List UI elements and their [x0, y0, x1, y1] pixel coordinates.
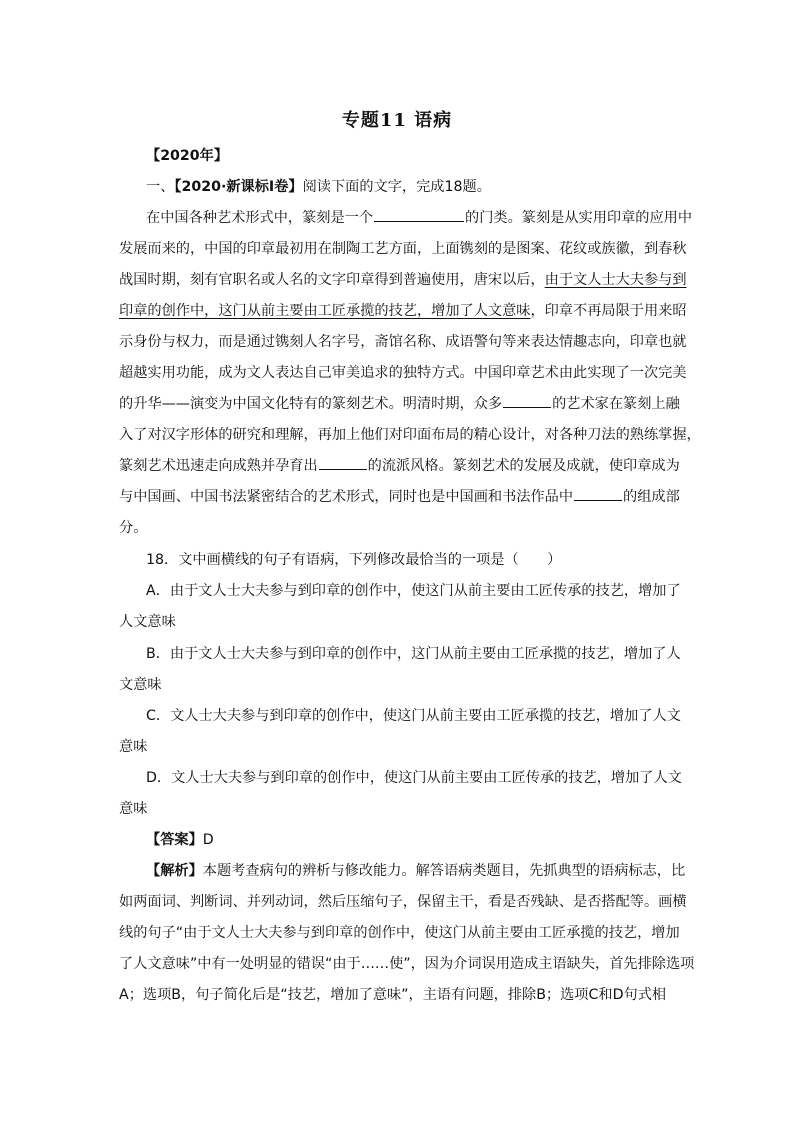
passage-line: [119, 486, 680, 508]
question-intro-text: 阅读下面的文字，完成18题。: [302, 179, 491, 195]
fill-blank-1: [374, 207, 464, 222]
underlined-sentence: 由于文人士大夫参与到: [544, 272, 687, 288]
analysis-label: 【解析】: [146, 863, 203, 879]
passage-line: 分。: [119, 520, 148, 536]
option-c-cont: 意味: [119, 739, 148, 755]
underlined-sentence: 印章的创作中，这门从前主要由工匠承揽的技艺，增加了人文意味: [119, 303, 531, 319]
passage-text: 战国时期，刻有官职名或人名的文字印章得到普遍使用，唐宋以后，: [119, 272, 545, 288]
option-d: D．文人士大夫参与到印章的创作中，使这门从前主要由工匠传承的技艺，增加了人文: [146, 770, 682, 786]
year-heading: 【2020年】: [146, 148, 229, 164]
analysis-text: 本题考查病句的辨析与修改能力。解答语病类题目，先抓典型的语病标志，比: [202, 863, 686, 879]
fill-blank-2: [503, 393, 551, 408]
passage-text: 的流派风格。篆刻艺术的发展及成就，使印章成为: [367, 458, 680, 474]
passage-line: 超越实用功能，成为文人表达自己审美追求的独特方式。中国印章艺术由此实现了一次完美: [119, 365, 687, 381]
passage-line: [119, 269, 687, 291]
passage-line: [119, 455, 680, 477]
passage-line: 发展而来的，中国的印章最初用在制陶工艺方面，上面镌刻的是图案、花纹或族徽，到春秋: [119, 241, 687, 257]
analysis-line: A；选项B，句子简化后是“技艺，增加了意味”，主语有问题，排除B；选项C和D句式相: [119, 987, 667, 1003]
page-title: 专题11 语病: [341, 110, 453, 131]
passage-text: 与中国画、中国书法紧密结合的艺术形式，同时也是中国画和书法作品中: [119, 489, 574, 505]
passage-text: ，印章不再局限于用来昭: [530, 303, 687, 319]
passage-line: 入了对汉字形体的研究和理解，再加上他们对印面布局的精心设计，对各种刀法的熟练掌握，: [119, 427, 701, 443]
option-b: B．由于文人士大夫参与到印章的创作中，这门从前主要由工匠承揽的技艺，增加了人: [146, 646, 681, 662]
analysis-line: 了人文意味”中有一处明显的错误“由于……使”，因为介词误用造成主语缺失，首先排除选项: [119, 956, 695, 972]
passage-text: 的升华——演变为中国文化特有的篆刻艺术。明清时期，众多: [119, 396, 503, 412]
passage-text: 篆刻艺术迅速走向成熟并孕育出: [119, 458, 318, 474]
question-prefix: 一、: [146, 179, 175, 195]
question-intro: [146, 176, 491, 198]
option-c: C．文人士大夫参与到印章的创作中，使这门从前主要由工匠承揽的技艺，增加了人文: [146, 708, 681, 724]
passage-text: 的艺术家在篆刻上融: [552, 396, 680, 412]
passage-line: [146, 207, 692, 229]
fill-blank-4: [574, 486, 622, 501]
answer: [146, 829, 214, 851]
option-d-cont: 意味: [119, 801, 148, 817]
passage-text: 的门类。篆刻是从实用印章的应用中: [465, 210, 693, 226]
answer-value: D: [202, 832, 214, 848]
analysis-line: 如两面词、判断词、并列动词，然后压缩句子，保留主干，看是否残缺、是否搭配等。画横: [119, 894, 687, 910]
passage-text: 的组成部: [623, 489, 680, 505]
analysis-line: 线的句子“由于文人士大夫参与到印章的创作中，使这门从前主要由工匠承揽的技艺，增加: [119, 925, 680, 941]
analysis-line: [146, 860, 685, 882]
passage-line: 示身份与权力，而是通过镌刻人名字号，斋馆名称、成语警句等来表达情趣志向，印章也就: [119, 334, 687, 350]
passage-line: [119, 393, 680, 415]
passage-line: [119, 300, 687, 322]
question-source: 【2020·新课标Ⅰ卷】: [174, 179, 303, 195]
answer-label: 【答案】: [146, 832, 203, 848]
option-b-cont: 文意味: [119, 677, 162, 693]
fill-blank-3: [319, 455, 367, 470]
passage-text: 在中国各种艺术形式中，篆刻是一个: [146, 210, 374, 226]
question-stem: 18．文中画横线的句子有语病，下列修改最恰当的一项是（ ）: [146, 552, 562, 568]
option-a: A．由于文人士大夫参与到印章的创作中，使这门从前主要由工匠传承的技艺，增加了: [146, 583, 681, 599]
option-a-cont: 人文意味: [119, 614, 176, 630]
